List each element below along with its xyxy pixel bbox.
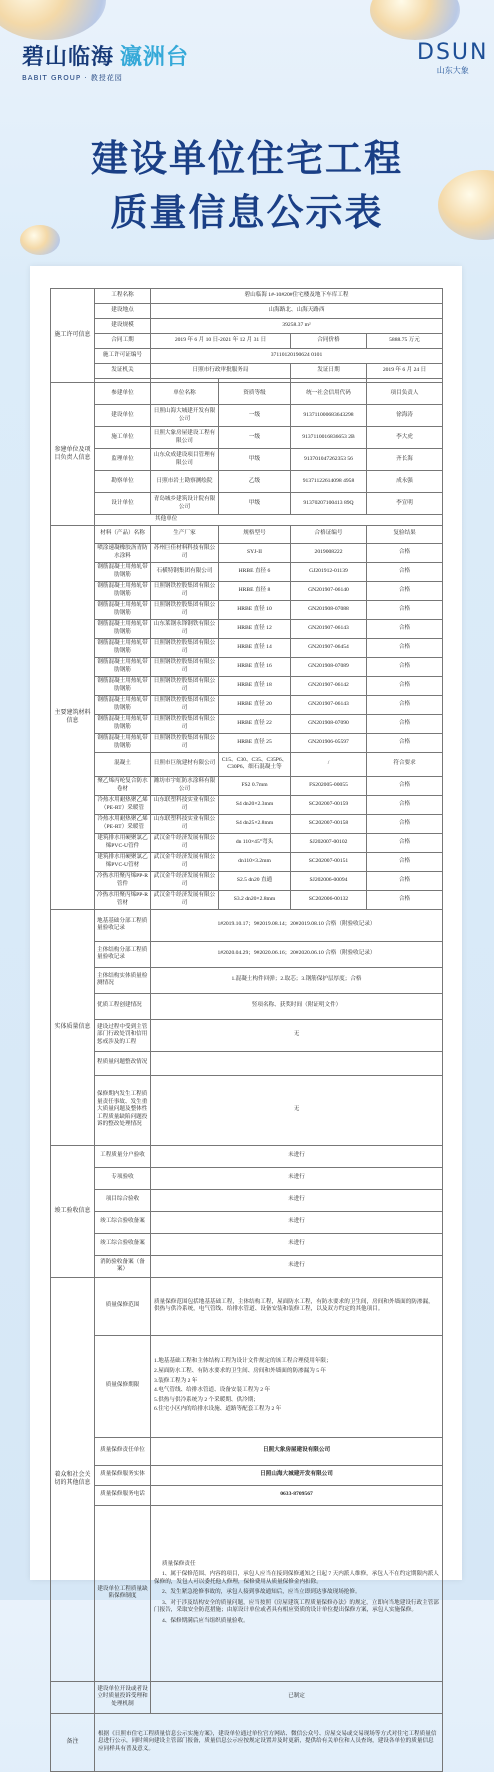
table-cell: HRBE 直径 12 xyxy=(219,619,291,638)
table-cell: 武汉金牛经济发展有限公司 xyxy=(151,871,219,890)
table-cell: 合格 xyxy=(367,543,443,562)
table-cell: 合格 xyxy=(367,562,443,581)
table-cell: HRBE 直径 8 xyxy=(219,581,291,600)
quality-info-table xyxy=(50,288,443,1772)
warranty-period-item: 4.电气管线、给排水管道、设备安装工程为 2 年 xyxy=(154,1387,271,1394)
table-cell: HRBE 直径 18 xyxy=(219,676,291,695)
table-cell: / xyxy=(291,752,367,776)
table-cell: 主体结构分部工程质量验收记录 xyxy=(95,941,151,967)
table-cell: 聚乙烯丙纶复合防水卷材 xyxy=(95,776,151,795)
table-cell: GN201907-06142 xyxy=(291,676,367,695)
table-cell: SC202006-00132 xyxy=(291,890,367,909)
table-cell: 合格 xyxy=(367,852,443,871)
table-cell: 合格 xyxy=(367,890,443,909)
table-cell: 合格 xyxy=(367,833,443,852)
table-cell: 0633-8709567 xyxy=(151,1485,443,1505)
warranty-period-item: 2.屋面防水工程、有防水要求的卫生间、房间和外墙面的防渗漏为 5 年 xyxy=(154,1367,327,1374)
table-cell: 潍坊市宇虹防水涂料有限公司 xyxy=(151,776,219,795)
section-label-entity-quality: 实体质量信息 xyxy=(51,909,95,1145)
table-cell: GN201908-07090 xyxy=(291,714,367,733)
table-cell: 未进行 xyxy=(151,1145,443,1167)
table-row xyxy=(51,383,443,405)
section-label-remark: 备注 xyxy=(51,1713,95,1771)
table-cell: 喷涂速凝橡胶沥青防水涂料 xyxy=(95,543,151,562)
table-cell: 日照钢铁控股集团有限公司 xyxy=(151,581,219,600)
table-cell: 913711000683643298 xyxy=(291,405,367,427)
table-cell: 91371122614098 4958 xyxy=(291,471,367,493)
table-cell: FS2 0.7mm xyxy=(219,776,291,795)
table-cell: 专项验收 xyxy=(95,1167,151,1189)
table-cell: 建设单位工程质量缺陷保修制度 xyxy=(95,1505,151,1681)
table-cell: 钢筋混凝土用热轧带肋钢筋 xyxy=(95,733,151,752)
table-cell: 1#2019.10.17；9#2019.08.14；20#2019.08.10 合格（附验收记录） xyxy=(151,909,443,941)
warranty-period-item: 5.供热与供冷系统为 2 个采暖期、供冷期； xyxy=(154,1396,259,1403)
table-cell: 石横特钢集团有限公司 xyxy=(151,562,219,581)
table-cell: 项目综合验收 xyxy=(95,1189,151,1211)
table-cell: 日照市岩土勘察测绘院 xyxy=(151,471,219,493)
table-row xyxy=(51,657,443,676)
table-cell: FS202005-00055 xyxy=(291,776,367,795)
table-cell: 冷热水用耐热聚乙烯（PE-RT）采暖管 xyxy=(95,814,151,833)
warranty-system-item: 1、属于保修范围、内容的项目，承包人应当在接到保修通知之日起 7 天内派人维修，承包人不在约定期限内派人保修的，发包人可以委托他人修理，保修费用从质量保修金内扣除。 xyxy=(154,1571,439,1585)
table-cell: 91370207100413 89Q xyxy=(291,493,367,515)
table-cell: HRBE 直径 20 xyxy=(219,695,291,714)
table-cell: 工程质量分户验收 xyxy=(95,1145,151,1167)
decor-bubble xyxy=(370,0,460,40)
table-cell: 钢筋混凝土用热轧带肋钢筋 xyxy=(95,600,151,619)
table-cell: 武汉金牛经济发展有限公司 xyxy=(151,833,219,852)
table-cell: 施工许可证编号 xyxy=(95,349,151,364)
table-cell: GN201906-05597 xyxy=(291,733,367,752)
table-cell: 合格 xyxy=(367,776,443,795)
table-cell: 日照钢铁控股集团有限公司 xyxy=(151,676,219,695)
table-row xyxy=(51,1681,443,1713)
table-cell: GN201908-07088 xyxy=(291,600,367,619)
table-row xyxy=(51,562,443,581)
warranty-period-item: 1.地基基础工程和主体结构工程为设计文件规定的该工程合理使用年限； xyxy=(154,1358,332,1365)
table-cell: HRBE 直径 16 xyxy=(219,657,291,676)
page-title-line1: 建设单位住宅工程 xyxy=(91,137,403,180)
column-header: 复验结果 xyxy=(367,525,443,543)
column-header: 参建单位 xyxy=(95,383,151,405)
table-cell: 日照钢铁控股集团有限公司 xyxy=(151,733,219,752)
table-cell: 无 xyxy=(151,1075,443,1145)
table-row xyxy=(51,1437,443,1465)
table-cell: 未进行 xyxy=(151,1255,443,1277)
table-cell: 钢筋混凝土用热轧带肋钢筋 xyxy=(95,695,151,714)
table-cell: C15、C30、C35、C35P6、C30P6、细石混凝土等 xyxy=(219,752,291,776)
table-cell: HRBE 直径 14 xyxy=(219,638,291,657)
table-row xyxy=(51,525,443,543)
table-row xyxy=(51,676,443,695)
table-cell: 竣工综合验收备案 xyxy=(95,1233,151,1255)
table-cell: 无 xyxy=(151,1019,443,1051)
table-row xyxy=(51,581,443,600)
table-row xyxy=(51,515,443,526)
table-cell: 主体结构实体质量检测情况 xyxy=(95,967,151,993)
table-row xyxy=(51,890,443,909)
table-cell: 日照钢铁控股集团有限公司 xyxy=(151,714,219,733)
table-cell: 李大虎 xyxy=(367,427,443,449)
table-row xyxy=(51,1211,443,1233)
table-row xyxy=(51,1505,443,1681)
table-cell: S4 dn25×2.8mm xyxy=(219,814,291,833)
table-cell: 合格 xyxy=(367,871,443,890)
table-cell: 质量保修范围包括地基基础工程，主体结构工程，屋面防水工程，有防水要求的卫生间，房间和外墙面的防渗漏，供热与供冷系统，电气管线、给排水管道、设备安装和装修工程，以及双方约定的其他项目。 xyxy=(151,1277,443,1335)
table-cell: 合格 xyxy=(367,600,443,619)
table-cell: 已制定 xyxy=(151,1681,443,1713)
table-row xyxy=(51,967,443,993)
table-row xyxy=(51,814,443,833)
table-cell: 5888.75 万元 xyxy=(367,334,443,349)
table-cell: 合同价格 xyxy=(291,334,367,349)
brand-logo-right: DSUN 山东大象 xyxy=(417,40,489,75)
table-cell: 工程名称 xyxy=(95,289,151,304)
table-cell: SC202007-00158 xyxy=(291,814,367,833)
table-cell: 成永强 xyxy=(367,471,443,493)
table-row xyxy=(51,941,443,967)
warranty-periods xyxy=(151,1335,443,1437)
table-cell: 合格 xyxy=(367,733,443,752)
table-cell: 徐海涛 xyxy=(367,405,443,427)
table-row xyxy=(51,993,443,1019)
table-row xyxy=(51,1485,443,1505)
table-cell: 山东联塑科技实业有限公司 xyxy=(151,814,219,833)
table-row xyxy=(51,1019,443,1051)
table-cell: GN201908-07089 xyxy=(291,657,367,676)
table-cell: 发证机关 xyxy=(95,364,151,379)
table-row xyxy=(51,619,443,638)
table-cell: 合格 xyxy=(367,581,443,600)
table-cell: SJ202006-00094 xyxy=(291,871,367,890)
table-cell: 日照市行政审批服务局 xyxy=(151,364,291,379)
table-cell: 一级 xyxy=(219,427,291,449)
table-cell: GN201907-06143 xyxy=(291,619,367,638)
table-cell: 日照钢铁控股集团有限公司 xyxy=(151,657,219,676)
table-cell: 质量保修服务实体 xyxy=(95,1465,151,1485)
table-cell: 2019 年 6 月 10 日-2021 年 12 月 31 日 xyxy=(151,334,291,349)
table-row xyxy=(51,695,443,714)
table-cell: 质量保修范围 xyxy=(95,1277,151,1335)
table-cell: 李宣明 xyxy=(367,493,443,515)
table-row xyxy=(51,319,443,334)
table-cell: 钢筋混凝土用热轧带肋钢筋 xyxy=(95,562,151,581)
table-cell: 未进行 xyxy=(151,1189,443,1211)
section-label-materials: 主要建筑材料信息 xyxy=(51,525,95,909)
table-row xyxy=(51,638,443,657)
table-cell: dn 110×45°弯头 xyxy=(219,833,291,852)
table-row xyxy=(51,833,443,852)
table-cell: 山东众成建设项目管理有限公司 xyxy=(151,449,219,471)
table-cell: 一级 xyxy=(219,405,291,427)
column-header: 规格型号 xyxy=(219,525,291,543)
column-header: 统一社会信用代码 xyxy=(291,383,367,405)
warranty-period-item: 3.装修工程为 2 年 xyxy=(154,1377,198,1384)
table-cell: 建筑排水用硬聚氯乙烯PVC-U管件 xyxy=(95,833,151,852)
table-cell: 日照山海大城建开发有限公司 xyxy=(151,1465,443,1485)
table-cell: 39258.37 m² xyxy=(151,319,443,334)
table-cell: HRBE 直径 25 xyxy=(219,733,291,752)
table-cell: 竣工综合验收备案 xyxy=(95,1211,151,1233)
table-row xyxy=(51,1465,443,1485)
table-cell: 913701047262353 56 xyxy=(291,449,367,471)
warranty-system xyxy=(151,1505,443,1681)
table-cell: GN201907-06143 xyxy=(291,695,367,714)
table-cell: GN201907-06454 xyxy=(291,638,367,657)
table-cell: 1#2020.04.29；9#2020.06.16；20#2020.06.10 合格（附验收记录） xyxy=(151,941,443,967)
table-cell: 甲级 xyxy=(219,449,291,471)
table-cell: 其他单位 xyxy=(95,515,443,526)
table-cell: HRBE 直径 22 xyxy=(219,714,291,733)
table-row xyxy=(51,600,443,619)
table-cell: 建设单位开设或者设立时质量投诉受理和处理机制 xyxy=(95,1681,151,1713)
column-header: 资质等级 xyxy=(219,383,291,405)
table-row xyxy=(51,543,443,562)
table-cell: 设计单位 xyxy=(95,493,151,515)
table-cell: SC202007-00159 xyxy=(291,795,367,814)
table-cell: 武汉金牛经济发展有限公司 xyxy=(151,890,219,909)
table-cell: 2019008222 xyxy=(291,543,367,562)
table-cell: 1.混凝土构件回弹；2.取芯；3.钢筋保护层厚度；合格 xyxy=(151,967,443,993)
table-cell: 青岛城乡建筑设计院有限公司 xyxy=(151,493,219,515)
table-row xyxy=(51,405,443,427)
section-label-warranty: 着众和社会关切的其他信息 xyxy=(51,1277,95,1681)
table-cell: 发证日期 xyxy=(291,364,367,379)
table-cell: 未进行 xyxy=(151,1211,443,1233)
table-cell: 钢筋混凝土用热轧带肋钢筋 xyxy=(95,676,151,695)
table-cell: 合格 xyxy=(367,795,443,814)
table-cell: 碧山临海 1#-10#20#住宅楼及地下车库工程 xyxy=(151,289,443,304)
table-cell: 山东莱钢永锋钢铁有限公司 xyxy=(151,619,219,638)
table-row xyxy=(51,1075,443,1145)
table-row xyxy=(51,1145,443,1167)
table-cell: 日照大象房屋建设有限公司 xyxy=(151,1437,443,1465)
table-cell: 未进行 xyxy=(151,1167,443,1189)
page-title-line2: 质量信息公示表 xyxy=(110,191,384,234)
table-cell: 建设过程中受到主管部门行政处罚和信用惩戒涉及的工程 xyxy=(95,1019,151,1051)
table-row xyxy=(51,909,443,941)
table-cell: 乙级 xyxy=(219,471,291,493)
section-label-permit: 施工许可信息 xyxy=(51,289,95,383)
table-cell: 37110120190624 0101 xyxy=(151,349,443,364)
table-cell xyxy=(51,1681,95,1713)
table-cell: HRBE 直径 6 xyxy=(219,562,291,581)
table-cell: 混凝土 xyxy=(95,752,151,776)
table-cell: 施工单位 xyxy=(95,427,151,449)
column-header: 生产厂家 xyxy=(151,525,219,543)
table-row xyxy=(51,304,443,319)
table-cell xyxy=(151,1051,443,1075)
table-cell: 齐长海 xyxy=(367,449,443,471)
table-row xyxy=(51,364,443,379)
table-cell: 钢筋混凝土用热轧带肋钢筋 xyxy=(95,638,151,657)
table-cell: 建筑排水用硬聚氯乙烯PVC-U管材 xyxy=(95,852,151,871)
table-cell: 冷热水用聚丙烯PP-R 管件 xyxy=(95,871,151,890)
table-cell: 武汉金牛经济发展有限公司 xyxy=(151,852,219,871)
table-cell: 日照大象房屋建设工程有限公司 xyxy=(151,427,219,449)
column-header: 单位名称 xyxy=(151,383,219,405)
table-row xyxy=(51,1189,443,1211)
table-row xyxy=(51,852,443,871)
table-cell: 冷热水用聚丙烯PP-R 管材 xyxy=(95,890,151,909)
table-row xyxy=(51,427,443,449)
table-cell: 程质量问题整改情况 xyxy=(95,1051,151,1075)
table-cell: 建设单位 xyxy=(95,405,151,427)
table-cell: 质量保修期限 xyxy=(95,1335,151,1437)
table-cell: 合格 xyxy=(367,657,443,676)
table-cell: 地基基础分部工程质量验收记录 xyxy=(95,909,151,941)
info-sheet xyxy=(30,266,462,1752)
table-row xyxy=(51,776,443,795)
section-label-parties: 参建单位及项目负责人信息 xyxy=(51,383,95,526)
table-cell: 合格 xyxy=(367,638,443,657)
decor-bubble xyxy=(0,0,106,40)
table-cell: 合同工期 xyxy=(95,334,151,349)
table-cell: 日照钢铁控股集团有限公司 xyxy=(151,695,219,714)
warranty-system-item: 4、保修期满后应当组织质量验收。 xyxy=(162,1617,249,1624)
table-cell: 建设规模 xyxy=(95,319,151,334)
warranty-system-item: 质量保修责任 xyxy=(162,1560,196,1567)
table-cell: 合格 xyxy=(367,676,443,695)
table-cell: 消防验收备案（备案） xyxy=(95,1255,151,1277)
warranty-system-item: 3、对于涉及结构安全的质量问题，应当按照《房屋建筑工程质量保修办法》的规定，立即向当地建设行政主管部门报告，采取安全防范措施；由原设计单位或者具有相应资质的设计单位提出保修方案，承包人实施保修。 xyxy=(154,1599,439,1614)
table-cell: 冷热水用耐热聚乙烯（PE-RT）采暖管 xyxy=(95,795,151,814)
table-cell: 日照钢铁控股集团有限公司 xyxy=(151,638,219,657)
table-cell: 质量保修服务电话 xyxy=(95,1485,151,1505)
table-cell: 建设地点 xyxy=(95,304,151,319)
warranty-system-item: 2、发生紧急抢修事故的，承包人接到事故通知后，应当立即到达事故现场抢修。 xyxy=(162,1589,361,1596)
table-cell: 甲级 xyxy=(219,493,291,515)
table-row xyxy=(51,871,443,890)
table-cell: 9137110016836653 2B xyxy=(291,427,367,449)
table-cell: 合格 xyxy=(367,714,443,733)
table-row xyxy=(51,795,443,814)
table-cell: GN201907-06140 xyxy=(291,581,367,600)
table-row xyxy=(51,471,443,493)
table-cell: SC202007-00151 xyxy=(291,852,367,871)
table-row xyxy=(51,1051,443,1075)
table-cell: 山东联塑科技实业有限公司 xyxy=(151,795,219,814)
table-row xyxy=(51,334,443,349)
table-cell: dn110×3.2mm xyxy=(219,852,291,871)
table-cell: GJ201912-01139 xyxy=(291,562,367,581)
table-cell: 合格 xyxy=(367,619,443,638)
table-row xyxy=(51,349,443,364)
table-cell: 质量保修责任单位 xyxy=(95,1437,151,1465)
table-row xyxy=(51,1233,443,1255)
table-cell: 山海路北、山海天路西 xyxy=(151,304,443,319)
column-header: 合格证编号 xyxy=(291,525,367,543)
table-cell: 钢筋混凝土用热轧带肋钢筋 xyxy=(95,619,151,638)
table-cell: S4 dn20×2.3mm xyxy=(219,795,291,814)
column-header: 材料（产品）名称 xyxy=(95,525,151,543)
table-cell: HRBE 直径 10 xyxy=(219,600,291,619)
section-label-acceptance: 竣工验收信息 xyxy=(51,1145,95,1277)
table-cell: 未进行 xyxy=(151,1233,443,1255)
table-row xyxy=(51,752,443,776)
table-cell: 钢筋混凝土用热轧带肋钢筋 xyxy=(95,657,151,676)
table-row xyxy=(51,493,443,515)
table-cell: 勘察单位 xyxy=(95,471,151,493)
table-row xyxy=(51,1335,443,1437)
table-row xyxy=(51,733,443,752)
table-cell: 符合要求 xyxy=(367,752,443,776)
table-row xyxy=(51,714,443,733)
table-cell: 日照山海大城建开发有限公司 xyxy=(151,405,219,427)
table-row xyxy=(51,1167,443,1189)
table-cell: 钢筋混凝土用热轧带肋钢筋 xyxy=(95,581,151,600)
table-cell: 苏州巨佳材料科技有限公司 xyxy=(151,543,219,562)
table-cell: 钢筋混凝土用热轧带肋钢筋 xyxy=(95,714,151,733)
table-cell: SYJ-II xyxy=(219,543,291,562)
table-cell: 保修期内发生工程质量责任事故、发生重大质量问题及整体性工程质量缺陷问题投诉的整改处理情况 xyxy=(95,1075,151,1145)
table-row xyxy=(51,1713,443,1771)
column-header: 项目负责人 xyxy=(367,383,443,405)
table-row xyxy=(51,1255,443,1277)
table-cell: 根据《日照市住宅工程质量信息公示实施方案》，建设单位通过单位官方网站、微信公众号、房屋交易或交易现场等方式对住宅工程质量信息进行公示，同时须向建设主管部门报备，质量信息公示应按规定设置并及时更新，提供给有关单位和人员查询，建设各单位的质量信息应同样具有普及意义。 xyxy=(95,1713,443,1771)
table-cell: 2019 年 6 月 24 日 xyxy=(367,364,443,379)
table-cell: 日照钢铁控股集团有限公司 xyxy=(151,600,219,619)
table-cell: SJ202007-00102 xyxy=(291,833,367,852)
table-cell: 合格 xyxy=(367,814,443,833)
table-cell: 日照市巨航建材有限公司 xyxy=(151,752,219,776)
table-cell: 优质工程创建情况 xyxy=(95,993,151,1019)
table-row xyxy=(51,1277,443,1335)
brand-logo-left: 碧山临海 瀛洲台 BABIT GROUP · 教授花园 xyxy=(22,45,190,82)
table-cell: 竖项名称、获奖时间（附证明文件） xyxy=(151,993,443,1019)
table-row xyxy=(51,449,443,471)
table-cell: S2.5 dn20 直通 xyxy=(219,871,291,890)
table-row xyxy=(51,289,443,304)
warranty-period-item: 6.住宅小区内的给排水设施、道路等配套工程为 2 年 xyxy=(154,1406,282,1413)
table-cell: 监理单位 xyxy=(95,449,151,471)
table-cell: 合格 xyxy=(367,695,443,714)
table-cell: S3.2 dn20×2.8mm xyxy=(219,890,291,909)
